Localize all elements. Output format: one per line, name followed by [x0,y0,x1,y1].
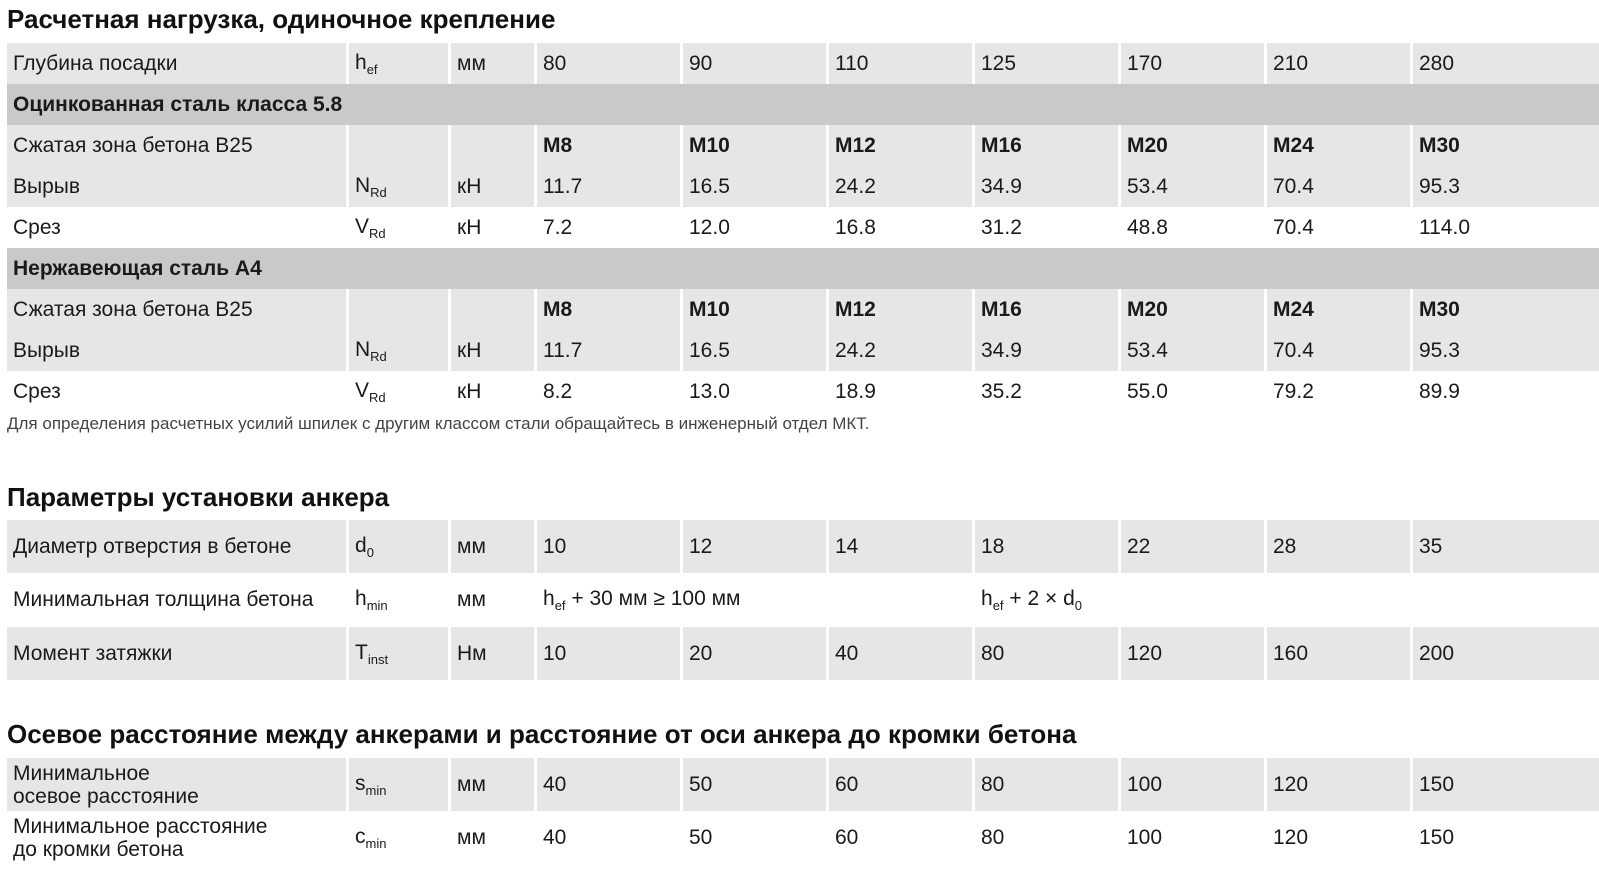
row-unit: кН [451,166,537,207]
cell-value: 55.0 [1121,371,1267,412]
thickness-formula-small: $h_{ef} + 30$ мм ≥ 100 мм [537,573,975,627]
min-edge-distance-row [7,811,1599,864]
cell-value: 89.9 [1419,379,1460,403]
size-header: M24 [1267,125,1413,166]
section-title-spacing: Осевое расстояние между анкерами и расстояние от оси анкера до кромки бетона [7,719,1077,749]
size-header: M24 [1267,289,1413,330]
row-label: Минимальная толщина бетона [7,573,349,627]
row-symbol: $V_{Rd}$ [349,371,451,412]
cell-value: 60 [829,758,975,811]
stainless-pullout-row [7,330,1599,371]
cell-value: 100 [1121,758,1267,811]
cell-value: 11.7 [537,166,683,207]
hole-diameter-row [7,520,1599,573]
row-label: Сжатая зона бетона B25 [7,125,349,166]
cell-value: 48.8 [1121,207,1267,248]
cell-value: 10 [537,627,683,680]
size-header: M8 [537,125,683,166]
row-unit: мм [451,573,537,627]
cell-value: 40 [537,811,683,864]
installation-table [7,520,1599,680]
cell-value: 14 [829,520,975,573]
cell-value: 280 [1419,51,1455,75]
row-label: Вырыв [7,330,349,371]
spacing-table [7,758,1599,864]
cell-value: 28 [1267,520,1413,573]
cell-value: 95.3 [1419,174,1460,198]
cell-value: 50 [683,811,829,864]
row-unit: кН [451,207,537,248]
embedment-depth-row [7,43,1599,84]
cell-value: 18.9 [829,371,975,412]
size-header: M16 [975,125,1121,166]
cell-value: 16.8 [829,207,975,248]
cell-value: 11.7 [537,330,683,371]
cell-value: 12.0 [683,207,829,248]
row-symbol: $c_{min}$ [349,811,451,864]
cell-value: 16.5 [683,330,829,371]
galvanized-steel-band [7,84,1599,125]
size-header: M10 [683,289,829,330]
row-unit: кН [451,371,537,412]
row-label: Срез [7,207,349,248]
cell-value: 120 [1267,811,1413,864]
torque-row [7,627,1599,680]
stainless-size-row [7,289,1599,330]
row-symbol: $h_{ef}$ [349,43,451,84]
section-title-design-load: Расчетная нагрузка, одиночное крепление [7,4,556,34]
cell-value: 200 [1419,641,1455,665]
size-header: M8 [537,289,683,330]
cell-value: 80 [975,627,1121,680]
cell-value: 60 [829,811,975,864]
cell-value: 70.4 [1267,166,1413,207]
row-unit: кН [451,330,537,371]
cell-value: 7.2 [537,207,683,248]
size-header: M20 [1121,289,1267,330]
galv-shear-row [7,207,1599,248]
galv-size-row [7,125,1599,166]
cell-value: 16.5 [683,166,829,207]
cell-value: 12 [683,520,829,573]
row-label: Минимальное осевое расстояние [7,758,349,811]
cell-value: 150 [1419,825,1455,849]
size-header: M20 [1121,125,1267,166]
cell-value: 70.4 [1267,330,1413,371]
row-label: Сжатая зона бетона B25 [7,289,349,330]
stainless-steel-band [7,248,1599,289]
cell-value: 80 [975,758,1121,811]
cell-value: 120 [1121,627,1267,680]
galv-pullout-row [7,166,1599,207]
cell-value: 18 [975,520,1121,573]
cell-value: 95.3 [1419,338,1460,362]
row-symbol: $d_0$ [349,520,451,573]
size-header: M30 [1419,297,1460,321]
section-title-installation: Параметры установки анкера [7,482,390,512]
empty-cell [349,289,451,330]
cell-value: 10 [537,520,683,573]
empty-cell [451,289,537,330]
cell-value: 79.2 [1267,371,1413,412]
empty-cell [349,125,451,166]
cell-value: 13.0 [683,371,829,412]
band-label: Нержавеющая сталь A4 [7,248,1599,289]
size-header: M12 [829,125,975,166]
row-symbol: $s_{min}$ [349,758,451,811]
row-symbol: $N_{Rd}$ [349,330,451,371]
row-symbol: $h_{min}$ [349,573,451,627]
cell-value: 50 [683,758,829,811]
cell-value: 90 [683,43,829,84]
stainless-shear-row [7,371,1599,412]
cell-value: 210 [1267,43,1413,84]
size-header: M30 [1419,133,1460,157]
row-symbol: $N_{Rd}$ [349,166,451,207]
cell-value: 40 [829,627,975,680]
cell-value: 8.2 [537,371,683,412]
cell-value: 114.0 [1419,215,1470,239]
cell-value: 34.9 [975,166,1121,207]
min-spacing-row [7,758,1599,811]
size-header: M12 [829,289,975,330]
cell-value: 53.4 [1121,166,1267,207]
cell-value: 110 [829,43,975,84]
cell-value: 170 [1121,43,1267,84]
cell-value: 160 [1267,627,1413,680]
row-label: Момент затяжки [7,627,349,680]
row-label: Вырыв [7,166,349,207]
row-label: Диаметр отверстия в бетоне [7,520,349,573]
size-header: M16 [975,289,1121,330]
row-unit: мм [451,758,537,811]
cell-value: 35 [1419,534,1443,558]
thickness-formula-large: $h_{ef} + 2 \times d_0$ [981,587,1082,613]
cell-value: 70.4 [1267,207,1413,248]
row-unit: мм [451,811,537,864]
cell-value: 34.9 [975,330,1121,371]
row-label: Глубина посадки [7,43,349,84]
min-thickness-row [7,573,1599,627]
row-unit: мм [451,520,537,573]
design-load-table [7,43,1599,412]
size-header: M10 [683,125,829,166]
cell-value: 20 [683,627,829,680]
row-unit: Нм [451,627,537,680]
cell-value: 100 [1121,811,1267,864]
row-symbol: $T_{inst}$ [349,627,451,680]
empty-cell [451,125,537,166]
row-label: Срез [7,371,349,412]
cell-value: 35.2 [975,371,1121,412]
row-label: Минимальное расстояние до кромки бетона [7,811,349,864]
cell-value: 120 [1267,758,1413,811]
row-unit: мм [451,43,537,84]
cell-value: 125 [975,43,1121,84]
cell-value: 80 [537,43,683,84]
footnote: Для определения расчетных усилий шпилек с другим классом стали обращайтесь в инженерный отдел МКТ. [7,414,870,433]
cell-value: 53.4 [1121,330,1267,371]
cell-value: 31.2 [975,207,1121,248]
band-label: Оцинкованная сталь класса 5.8 [7,84,1599,125]
cell-value: 150 [1419,772,1455,796]
cell-value: 40 [537,758,683,811]
cell-value: 24.2 [829,330,975,371]
row-symbol: $V_{Rd}$ [349,207,451,248]
cell-value: 24.2 [829,166,975,207]
cell-value: 22 [1121,520,1267,573]
cell-value: 80 [975,811,1121,864]
